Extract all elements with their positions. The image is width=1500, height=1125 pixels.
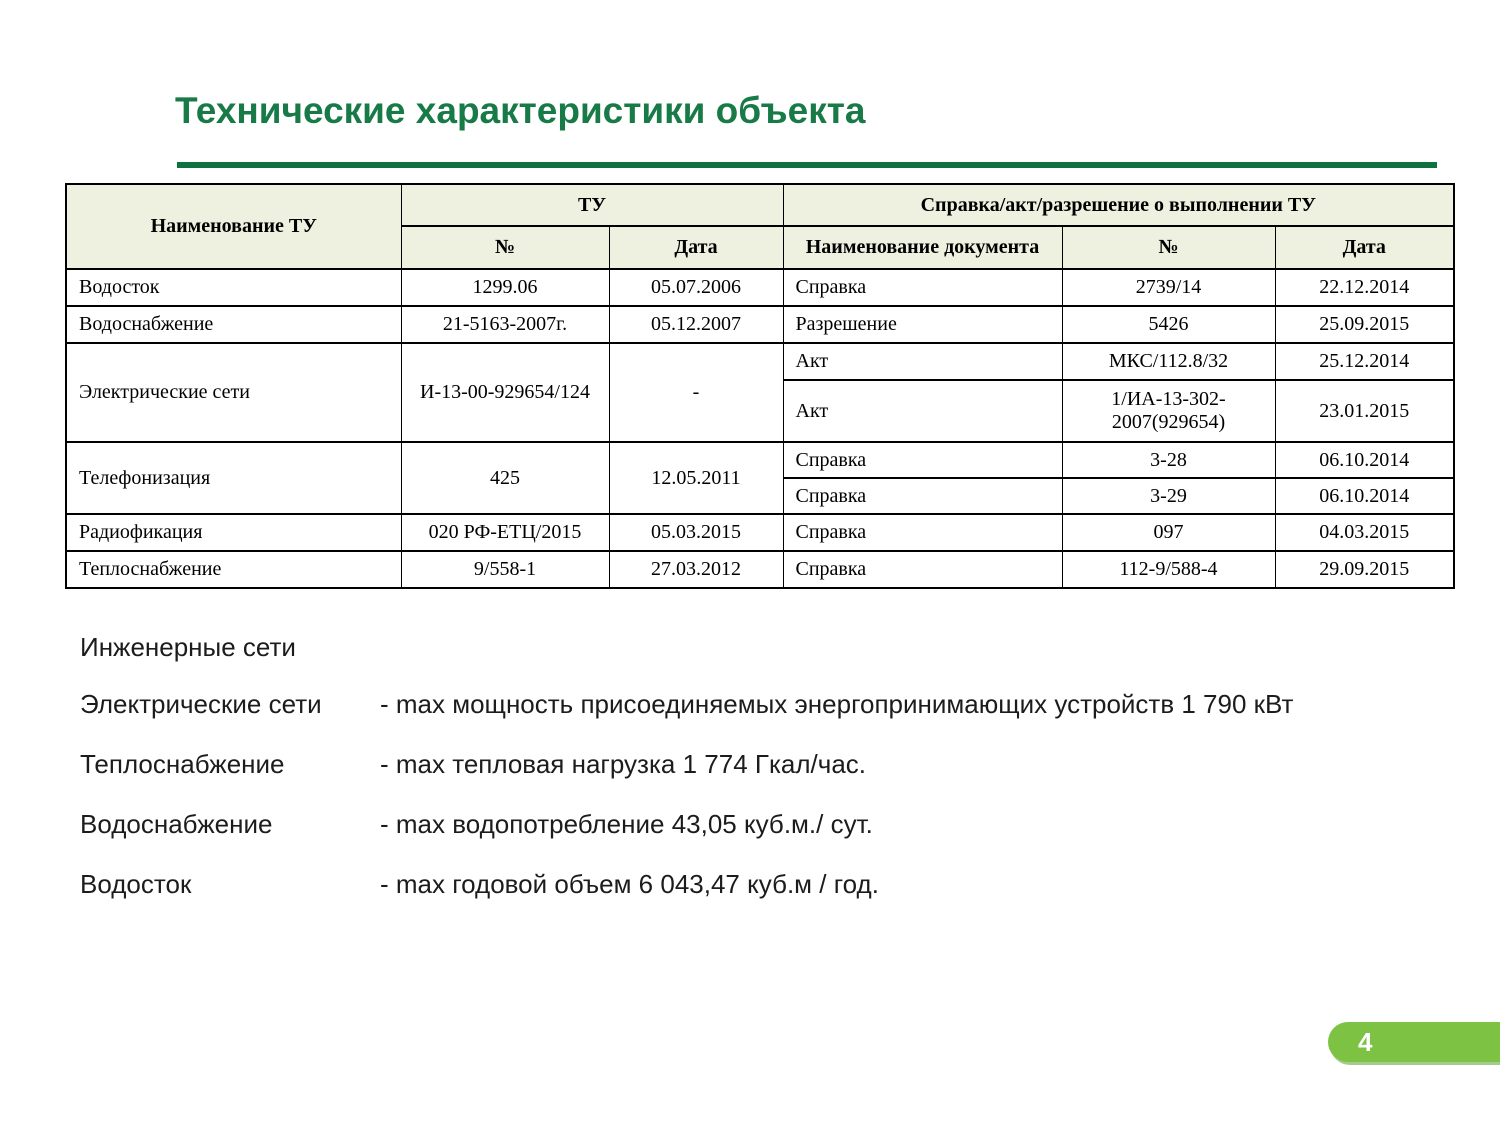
cell-doc-name: Справка <box>783 551 1062 588</box>
page-title: Технические характеристики объекта <box>175 90 866 131</box>
notes-heading: Инженерные сети <box>80 632 296 662</box>
note-term: Водосток <box>80 869 192 899</box>
cell-tu-number: 9/558-1 <box>401 551 609 588</box>
cell-doc-date: 23.01.2015 <box>1275 380 1454 442</box>
header-name-tu: Наименование ТУ <box>66 184 401 269</box>
cell-tu-date: - <box>609 343 783 442</box>
cell-tu-name: Телефонизация <box>66 442 401 514</box>
cell-tu-name: Теплоснабжение <box>66 551 401 588</box>
cell-doc-date: 06.10.2014 <box>1275 478 1454 514</box>
note-desc: - max мощность присоединяемых энергопринимающих устройств 1 790 кВт <box>380 689 1294 719</box>
note-row <box>80 869 1293 900</box>
table-row <box>66 551 1454 588</box>
cell-doc-name: Справка <box>783 442 1062 478</box>
cell-doc-date: 04.03.2015 <box>1275 514 1454 551</box>
header-spravka-group: Справка/акт/разрешение о выполнении ТУ <box>783 184 1454 226</box>
note-desc: - max годовой объем 6 043,47 куб.м / год. <box>380 869 879 899</box>
cell-tu-number: 21-5163-2007г. <box>401 306 609 343</box>
table-row <box>66 514 1454 551</box>
cell-tu-date: 12.05.2011 <box>609 442 783 514</box>
cell-tu-name: Электрические сети <box>66 343 401 442</box>
table-body <box>66 269 1454 588</box>
cell-doc-number: 097 <box>1062 514 1275 551</box>
header-doc-date: Дата <box>1275 226 1454 269</box>
cell-tu-date: 05.03.2015 <box>609 514 783 551</box>
note-term: Теплоснабжение <box>80 749 285 779</box>
cell-doc-number: 5426 <box>1062 306 1275 343</box>
cell-doc-date: 06.10.2014 <box>1275 442 1454 478</box>
note-desc: - max водопотребление 43,05 куб.м./ сут. <box>380 809 873 839</box>
note-row <box>80 749 1293 780</box>
table-row <box>66 442 1454 478</box>
cell-tu-number: 425 <box>401 442 609 514</box>
header-tu-number: № <box>401 226 609 269</box>
cell-tu-number: 020 РФ-ЕТЦ/2015 <box>401 514 609 551</box>
cell-tu-number: 1299.06 <box>401 269 609 306</box>
cell-doc-date: 25.12.2014 <box>1275 343 1454 380</box>
cell-doc-date: 29.09.2015 <box>1275 551 1454 588</box>
table-row <box>66 269 1454 306</box>
cell-doc-number: 3-28 <box>1062 442 1275 478</box>
cell-doc-name: Справка <box>783 514 1062 551</box>
note-row <box>80 809 1293 840</box>
cell-doc-name: Разрешение <box>783 306 1062 343</box>
cell-doc-name: Справка <box>783 478 1062 514</box>
cell-tu-number: И-13-00-929654/124 <box>401 343 609 442</box>
title-underline-rule <box>177 162 1437 168</box>
cell-doc-number: 3-29 <box>1062 478 1275 514</box>
cell-tu-name: Водоснабжение <box>66 306 401 343</box>
cell-tu-date: 05.07.2006 <box>609 269 783 306</box>
cell-doc-date: 25.09.2015 <box>1275 306 1454 343</box>
cell-tu-name: Водосток <box>66 269 401 306</box>
technical-conditions-table <box>65 183 1455 589</box>
cell-tu-date: 27.03.2012 <box>609 551 783 588</box>
header-doc-name: Наименование документа <box>783 226 1062 269</box>
cell-doc-name: Справка <box>783 269 1062 306</box>
header-doc-number: № <box>1062 226 1275 269</box>
note-row <box>80 689 1293 720</box>
note-term: Электрические сети <box>80 689 322 719</box>
page-number-badge: 4 <box>1328 1022 1500 1062</box>
table-header <box>66 184 1454 269</box>
cell-doc-number: МКС/112.8/32 <box>1062 343 1275 380</box>
cell-doc-name: Акт <box>783 380 1062 442</box>
table-row <box>66 343 1454 380</box>
header-tu-group: ТУ <box>401 184 783 226</box>
header-tu-date: Дата <box>609 226 783 269</box>
engineering-notes <box>80 632 1293 929</box>
cell-doc-number: 1/ИА-13-302-2007(929654) <box>1062 380 1275 442</box>
cell-doc-name: Акт <box>783 343 1062 380</box>
cell-tu-name: Радиофикация <box>66 514 401 551</box>
table-row <box>66 306 1454 343</box>
cell-doc-number: 112-9/588-4 <box>1062 551 1275 588</box>
note-term: Водоснабжение <box>80 809 273 839</box>
cell-doc-number: 2739/14 <box>1062 269 1275 306</box>
note-desc: - max тепловая нагрузка 1 774 Гкал/час. <box>380 749 867 779</box>
cell-tu-date: 05.12.2007 <box>609 306 783 343</box>
cell-doc-date: 22.12.2014 <box>1275 269 1454 306</box>
